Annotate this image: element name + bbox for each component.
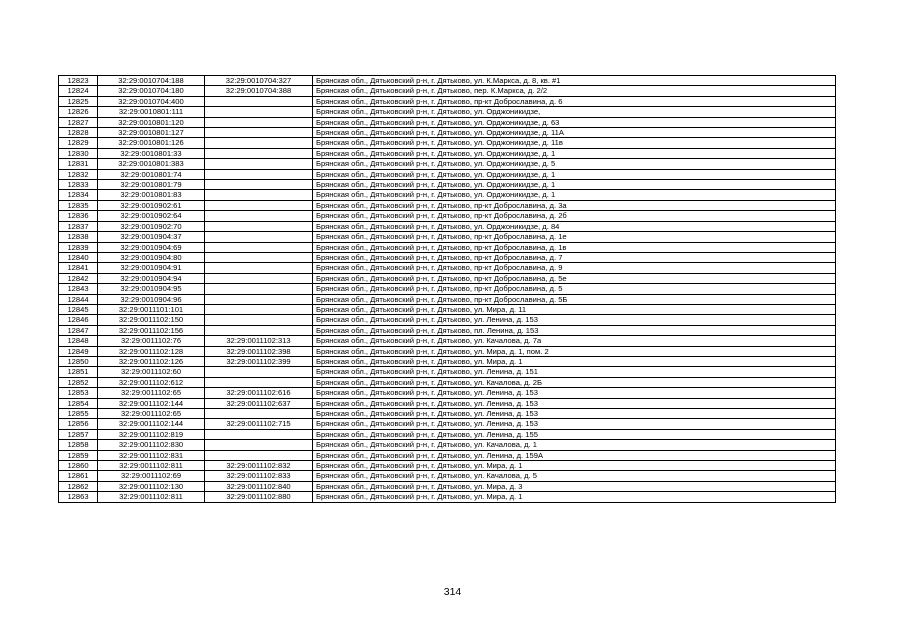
- address-cell: Брянская обл., Дятьковский р-н, г. Дятьково, пр-кт Доброславина, д. 2б: [313, 211, 836, 221]
- cadastral-number-cell: 32:29:0010904:37: [98, 232, 205, 242]
- address-cell: Брянская обл., Дятьковский р-н, г. Дятьково, ул. К.Маркса, д. 8, кв. #1: [313, 76, 836, 86]
- related-cadastral-number-cell: 32:29:0011102:833: [205, 471, 313, 481]
- cadastral-number-cell: 32:29:0010801:83: [98, 190, 205, 200]
- related-cadastral-number-cell: 32:29:0011102:399: [205, 356, 313, 366]
- address-cell: Брянская обл., Дятьковский р-н, г. Дятьково, ул. Ленина, д. 153: [313, 409, 836, 419]
- table-row: [59, 294, 836, 304]
- table-row: [59, 128, 836, 138]
- cadastral-number-cell: 32:29:0011102:831: [98, 450, 205, 460]
- address-cell: Брянская обл., Дятьковский р-н, г. Дятьково, ул. Мира, д. 3: [313, 481, 836, 491]
- table-row: [59, 232, 836, 242]
- page-number: 314: [443, 586, 462, 598]
- row-number-cell: 12843: [59, 284, 98, 294]
- row-number-cell: 12863: [59, 492, 98, 502]
- cadastral-number-cell: 32:29:0010904:80: [98, 252, 205, 262]
- table-row: [59, 138, 836, 148]
- related-cadastral-number-cell: [205, 107, 313, 117]
- cadastral-number-cell: 32:29:0011102:60: [98, 367, 205, 377]
- table-row: [59, 471, 836, 481]
- related-cadastral-number-cell: [205, 211, 313, 221]
- row-number-cell: 12862: [59, 481, 98, 491]
- address-cell: Брянская обл., Дятьковский р-н, г. Дятьково, пр-кт Доброславина, д. 6: [313, 96, 836, 106]
- address-cell: Брянская обл., Дятьковский р-н, г. Дятьково, пр-кт Доброславина, д. 1е: [313, 232, 836, 242]
- related-cadastral-number-cell: [205, 429, 313, 439]
- table-row: [59, 96, 836, 106]
- cadastral-number-cell: 32:29:0011102:830: [98, 440, 205, 450]
- related-cadastral-number-cell: [205, 367, 313, 377]
- table-row: [59, 148, 836, 158]
- table-row: [59, 169, 836, 179]
- row-number-cell: 12849: [59, 346, 98, 356]
- address-cell: Брянская обл., Дятьковский р-н, г. Дятьково, пер. К.Маркса, д. 2/2: [313, 86, 836, 96]
- cadastral-number-cell: 32:29:0011102:65: [98, 388, 205, 398]
- cadastral-number-cell: 32:29:0010904:91: [98, 263, 205, 273]
- cadastral-number-cell: 32:29:0010801:383: [98, 159, 205, 169]
- row-number-cell: 12826: [59, 107, 98, 117]
- address-cell: Брянская обл., Дятьковский р-н, г. Дятьково, пр-кт Доброславина, д. 3а: [313, 200, 836, 210]
- address-cell: Брянская обл., Дятьковский р-н, г. Дятьково, ул. Качалова, д. 7а: [313, 336, 836, 346]
- row-number-cell: 12853: [59, 388, 98, 398]
- cadastral-number-cell: 32:29:0010801:74: [98, 169, 205, 179]
- cadastral-number-cell: 32:29:0011102:819: [98, 429, 205, 439]
- table-row: [59, 263, 836, 273]
- row-number-cell: 12846: [59, 315, 98, 325]
- row-number-cell: 12860: [59, 461, 98, 471]
- address-cell: Брянская обл., Дятьковский р-н, г. Дятьково, ул. Ленина, д. 153: [313, 398, 836, 408]
- address-cell: Брянская обл., Дятьковский р-н, г. Дятьково, пр-кт Доброславина, д. 5: [313, 284, 836, 294]
- row-number-cell: 12854: [59, 398, 98, 408]
- related-cadastral-number-cell: 32:29:0011102:715: [205, 419, 313, 429]
- row-number-cell: 12840: [59, 252, 98, 262]
- table-row: [59, 252, 836, 262]
- cadastral-number-cell: 32:29:0010801:126: [98, 138, 205, 148]
- address-cell: Брянская обл., Дятьковский р-н, г. Дятьково, ул. Орджоникидзе, д. 5: [313, 159, 836, 169]
- row-number-cell: 12837: [59, 221, 98, 231]
- cadastral-number-cell: 32:29:0011102:65: [98, 409, 205, 419]
- related-cadastral-number-cell: 32:29:0011102:616: [205, 388, 313, 398]
- related-cadastral-number-cell: [205, 315, 313, 325]
- table-row: [59, 304, 836, 314]
- row-number-cell: 12832: [59, 169, 98, 179]
- related-cadastral-number-cell: [205, 221, 313, 231]
- address-cell: Брянская обл., Дятьковский р-н, г. Дятьково, ул. Орджоникидзе, д. 11в: [313, 138, 836, 148]
- row-number-cell: 12829: [59, 138, 98, 148]
- related-cadastral-number-cell: [205, 138, 313, 148]
- address-cell: Брянская обл., Дятьковский р-н, г. Дятьково, пр-кт Доброславина, д. 1в: [313, 242, 836, 252]
- address-cell: Брянская обл., Дятьковский р-н, г. Дятьково, ул. Орджоникидзе, д. 11А: [313, 128, 836, 138]
- cadastral-number-cell: 32:29:0011102:150: [98, 315, 205, 325]
- row-number-cell: 12828: [59, 128, 98, 138]
- address-cell: Брянская обл., Дятьковский р-н, г. Дятьково, ул. Качалова, д. 5: [313, 471, 836, 481]
- row-number-cell: 12834: [59, 190, 98, 200]
- address-cell: Брянская обл., Дятьковский р-н, г. Дятьково, ул. Орджоникидзе, д. 1: [313, 169, 836, 179]
- table-row: [59, 450, 836, 460]
- address-cell: Брянская обл., Дятьковский р-н, г. Дятьково, пр-кт Доброславина, д. 9: [313, 263, 836, 273]
- cadastral-number-cell: 32:29:0011102:811: [98, 461, 205, 471]
- table-row: [59, 325, 836, 335]
- address-cell: Брянская обл., Дятьковский р-н, г. Дятьково, ул. Ленина, д. 153: [313, 388, 836, 398]
- registry-table: [58, 75, 836, 503]
- address-cell: Брянская обл., Дятьковский р-н, г. Дятьково, ул. Мира, д. 1: [313, 356, 836, 366]
- table-row: [59, 117, 836, 127]
- address-cell: Брянская обл., Дятьковский р-н, г. Дятьково, ул. Орджоникидзе, д. 63: [313, 117, 836, 127]
- row-number-cell: 12855: [59, 409, 98, 419]
- cadastral-number-cell: 32:29:0011102:612: [98, 377, 205, 387]
- related-cadastral-number-cell: [205, 409, 313, 419]
- table-row: [59, 211, 836, 221]
- cadastral-number-cell: 32:29:0010801:111: [98, 107, 205, 117]
- address-cell: Брянская обл., Дятьковский р-н, г. Дятьково, пр-кт Доброславина, д. 5е: [313, 273, 836, 283]
- table-row: [59, 388, 836, 398]
- row-number-cell: 12824: [59, 86, 98, 96]
- cadastral-number-cell: 32:29:0011102:128: [98, 346, 205, 356]
- table-row: [59, 367, 836, 377]
- address-cell: Брянская обл., Дятьковский р-н, г. Дятьково, ул. Качалова, д. 1: [313, 440, 836, 450]
- related-cadastral-number-cell: [205, 190, 313, 200]
- row-number-cell: 12825: [59, 96, 98, 106]
- table-row: [59, 180, 836, 190]
- row-number-cell: 12848: [59, 336, 98, 346]
- address-cell: Брянская обл., Дятьковский р-н, г. Дятьково, ул. Ленина, д. 155: [313, 429, 836, 439]
- address-cell: Брянская обл., Дятьковский р-н, г. Дятьково, ул. Ленина, д. 153: [313, 315, 836, 325]
- related-cadastral-number-cell: [205, 232, 313, 242]
- cadastral-number-cell: 32:29:0010801:120: [98, 117, 205, 127]
- row-number-cell: 12827: [59, 117, 98, 127]
- related-cadastral-number-cell: [205, 440, 313, 450]
- address-cell: Брянская обл., Дятьковский р-н, г. Дятьково, ул. Мира, д. 1, пом. 2: [313, 346, 836, 356]
- table-row: [59, 336, 836, 346]
- related-cadastral-number-cell: 32:29:0011102:398: [205, 346, 313, 356]
- row-number-cell: 12857: [59, 429, 98, 439]
- row-number-cell: 12830: [59, 148, 98, 158]
- cadastral-number-cell: 32:29:0010904:94: [98, 273, 205, 283]
- related-cadastral-number-cell: [205, 96, 313, 106]
- address-cell: Брянская обл., Дятьковский р-н, г. Дятьково, ул. Ленина, д. 159А: [313, 450, 836, 460]
- related-cadastral-number-cell: 32:29:0011102:832: [205, 461, 313, 471]
- cadastral-number-cell: 32:29:0010904:69: [98, 242, 205, 252]
- table-row: [59, 284, 836, 294]
- cadastral-number-cell: 32:29:0010704:180: [98, 86, 205, 96]
- row-number-cell: 12838: [59, 232, 98, 242]
- related-cadastral-number-cell: [205, 377, 313, 387]
- cadastral-number-cell: 32:29:0010801:79: [98, 180, 205, 190]
- table-row: [59, 315, 836, 325]
- table-row: [59, 419, 836, 429]
- table-row: [59, 440, 836, 450]
- table-row: [59, 242, 836, 252]
- related-cadastral-number-cell: [205, 273, 313, 283]
- row-number-cell: 12850: [59, 356, 98, 366]
- related-cadastral-number-cell: [205, 252, 313, 262]
- cadastral-number-cell: 32:29:0010904:96: [98, 294, 205, 304]
- cadastral-number-cell: 32:29:0010902:70: [98, 221, 205, 231]
- row-number-cell: 12852: [59, 377, 98, 387]
- cadastral-number-cell: 32:29:0011102:126: [98, 356, 205, 366]
- address-cell: Брянская обл., Дятьковский р-н, г. Дятьково, пл. Ленина, д. 153: [313, 325, 836, 335]
- cadastral-number-cell: 32:29:0011102:144: [98, 419, 205, 429]
- table-row: [59, 159, 836, 169]
- related-cadastral-number-cell: [205, 159, 313, 169]
- related-cadastral-number-cell: [205, 294, 313, 304]
- table-row: [59, 346, 836, 356]
- table-row: [59, 492, 836, 502]
- related-cadastral-number-cell: 32:29:0010704:388: [205, 86, 313, 96]
- related-cadastral-number-cell: [205, 242, 313, 252]
- table-row: [59, 273, 836, 283]
- table-row: [59, 76, 836, 86]
- row-number-cell: 12835: [59, 200, 98, 210]
- table-row: [59, 107, 836, 117]
- cadastral-number-cell: 32:29:0010904:95: [98, 284, 205, 294]
- cadastral-number-cell: 32:29:0011102:76: [98, 336, 205, 346]
- cadastral-number-cell: 32:29:0011102:144: [98, 398, 205, 408]
- table-row: [59, 190, 836, 200]
- address-cell: Брянская обл., Дятьковский р-н, г. Дятьково, ул. Мира, д. 1: [313, 461, 836, 471]
- related-cadastral-number-cell: [205, 180, 313, 190]
- table-row: [59, 481, 836, 491]
- related-cadastral-number-cell: [205, 128, 313, 138]
- row-number-cell: 12842: [59, 273, 98, 283]
- related-cadastral-number-cell: [205, 263, 313, 273]
- cadastral-number-cell: 32:29:0011102:69: [98, 471, 205, 481]
- cadastral-number-cell: 32:29:0011101:101: [98, 304, 205, 314]
- related-cadastral-number-cell: [205, 148, 313, 158]
- related-cadastral-number-cell: [205, 284, 313, 294]
- address-cell: Брянская обл., Дятьковский р-н, г. Дятьково, ул. Орджоникидзе,: [313, 107, 836, 117]
- row-number-cell: 12841: [59, 263, 98, 273]
- cadastral-number-cell: 32:29:0010902:64: [98, 211, 205, 221]
- table-row: [59, 461, 836, 471]
- address-cell: Брянская обл., Дятьковский р-н, г. Дятьково, ул. Орджоникидзе, д. 84: [313, 221, 836, 231]
- address-cell: Брянская обл., Дятьковский р-н, г. Дятьково, ул. Качалова, д. 2Б: [313, 377, 836, 387]
- table-row: [59, 356, 836, 366]
- cadastral-number-cell: 32:29:0010902:61: [98, 200, 205, 210]
- row-number-cell: 12858: [59, 440, 98, 450]
- related-cadastral-number-cell: 32:29:0011102:313: [205, 336, 313, 346]
- cadastral-number-cell: 32:29:0010801:33: [98, 148, 205, 158]
- cadastral-number-cell: 32:29:0010704:400: [98, 96, 205, 106]
- related-cadastral-number-cell: [205, 450, 313, 460]
- table-row: [59, 200, 836, 210]
- address-cell: Брянская обл., Дятьковский р-н, г. Дятьково, ул. Орджоникидзе, д. 1: [313, 180, 836, 190]
- address-cell: Брянская обл., Дятьковский р-н, г. Дятьково, пр-кт Доброславина, д. 5Б: [313, 294, 836, 304]
- address-cell: Брянская обл., Дятьковский р-н, г. Дятьково, ул. Ленина, д. 151: [313, 367, 836, 377]
- row-number-cell: 12823: [59, 76, 98, 86]
- table-row: [59, 86, 836, 96]
- row-number-cell: 12861: [59, 471, 98, 481]
- table-row: [59, 221, 836, 231]
- related-cadastral-number-cell: [205, 200, 313, 210]
- related-cadastral-number-cell: [205, 325, 313, 335]
- related-cadastral-number-cell: [205, 304, 313, 314]
- related-cadastral-number-cell: 32:29:0011102:840: [205, 481, 313, 491]
- table-row: [59, 409, 836, 419]
- table-row: [59, 398, 836, 408]
- row-number-cell: 12851: [59, 367, 98, 377]
- cadastral-number-cell: 32:29:0010704:188: [98, 76, 205, 86]
- related-cadastral-number-cell: 32:29:0010704:327: [205, 76, 313, 86]
- registry-table-body: [59, 76, 836, 503]
- address-cell: Брянская обл., Дятьковский р-н, г. Дятьково, ул. Орджоникидзе, д. 1: [313, 148, 836, 158]
- row-number-cell: 12836: [59, 211, 98, 221]
- row-number-cell: 12831: [59, 159, 98, 169]
- related-cadastral-number-cell: 32:29:0011102:880: [205, 492, 313, 502]
- cadastral-number-cell: 32:29:0010801:127: [98, 128, 205, 138]
- address-cell: Брянская обл., Дятьковский р-н, г. Дятьково, ул. Орджоникидзе, д. 1: [313, 190, 836, 200]
- related-cadastral-number-cell: [205, 169, 313, 179]
- row-number-cell: 12859: [59, 450, 98, 460]
- address-cell: Брянская обл., Дятьковский р-н, г. Дятьково, ул. Мира, д. 1: [313, 492, 836, 502]
- row-number-cell: 12844: [59, 294, 98, 304]
- row-number-cell: 12847: [59, 325, 98, 335]
- cadastral-number-cell: 32:29:0011102:130: [98, 481, 205, 491]
- row-number-cell: 12856: [59, 419, 98, 429]
- cadastral-number-cell: 32:29:0011102:156: [98, 325, 205, 335]
- address-cell: Брянская обл., Дятьковский р-н, г. Дятьково, пр-кт Доброславина, д. 7: [313, 252, 836, 262]
- row-number-cell: 12845: [59, 304, 98, 314]
- row-number-cell: 12833: [59, 180, 98, 190]
- table-row: [59, 429, 836, 439]
- row-number-cell: 12839: [59, 242, 98, 252]
- cadastral-number-cell: 32:29:0011102:811: [98, 492, 205, 502]
- address-cell: Брянская обл., Дятьковский р-н, г. Дятьково, ул. Мира, д. 11: [313, 304, 836, 314]
- address-cell: Брянская обл., Дятьковский р-н, г. Дятьково, ул. Ленина, д. 153: [313, 419, 836, 429]
- related-cadastral-number-cell: [205, 117, 313, 127]
- related-cadastral-number-cell: 32:29:0011102:637: [205, 398, 313, 408]
- table-row: [59, 377, 836, 387]
